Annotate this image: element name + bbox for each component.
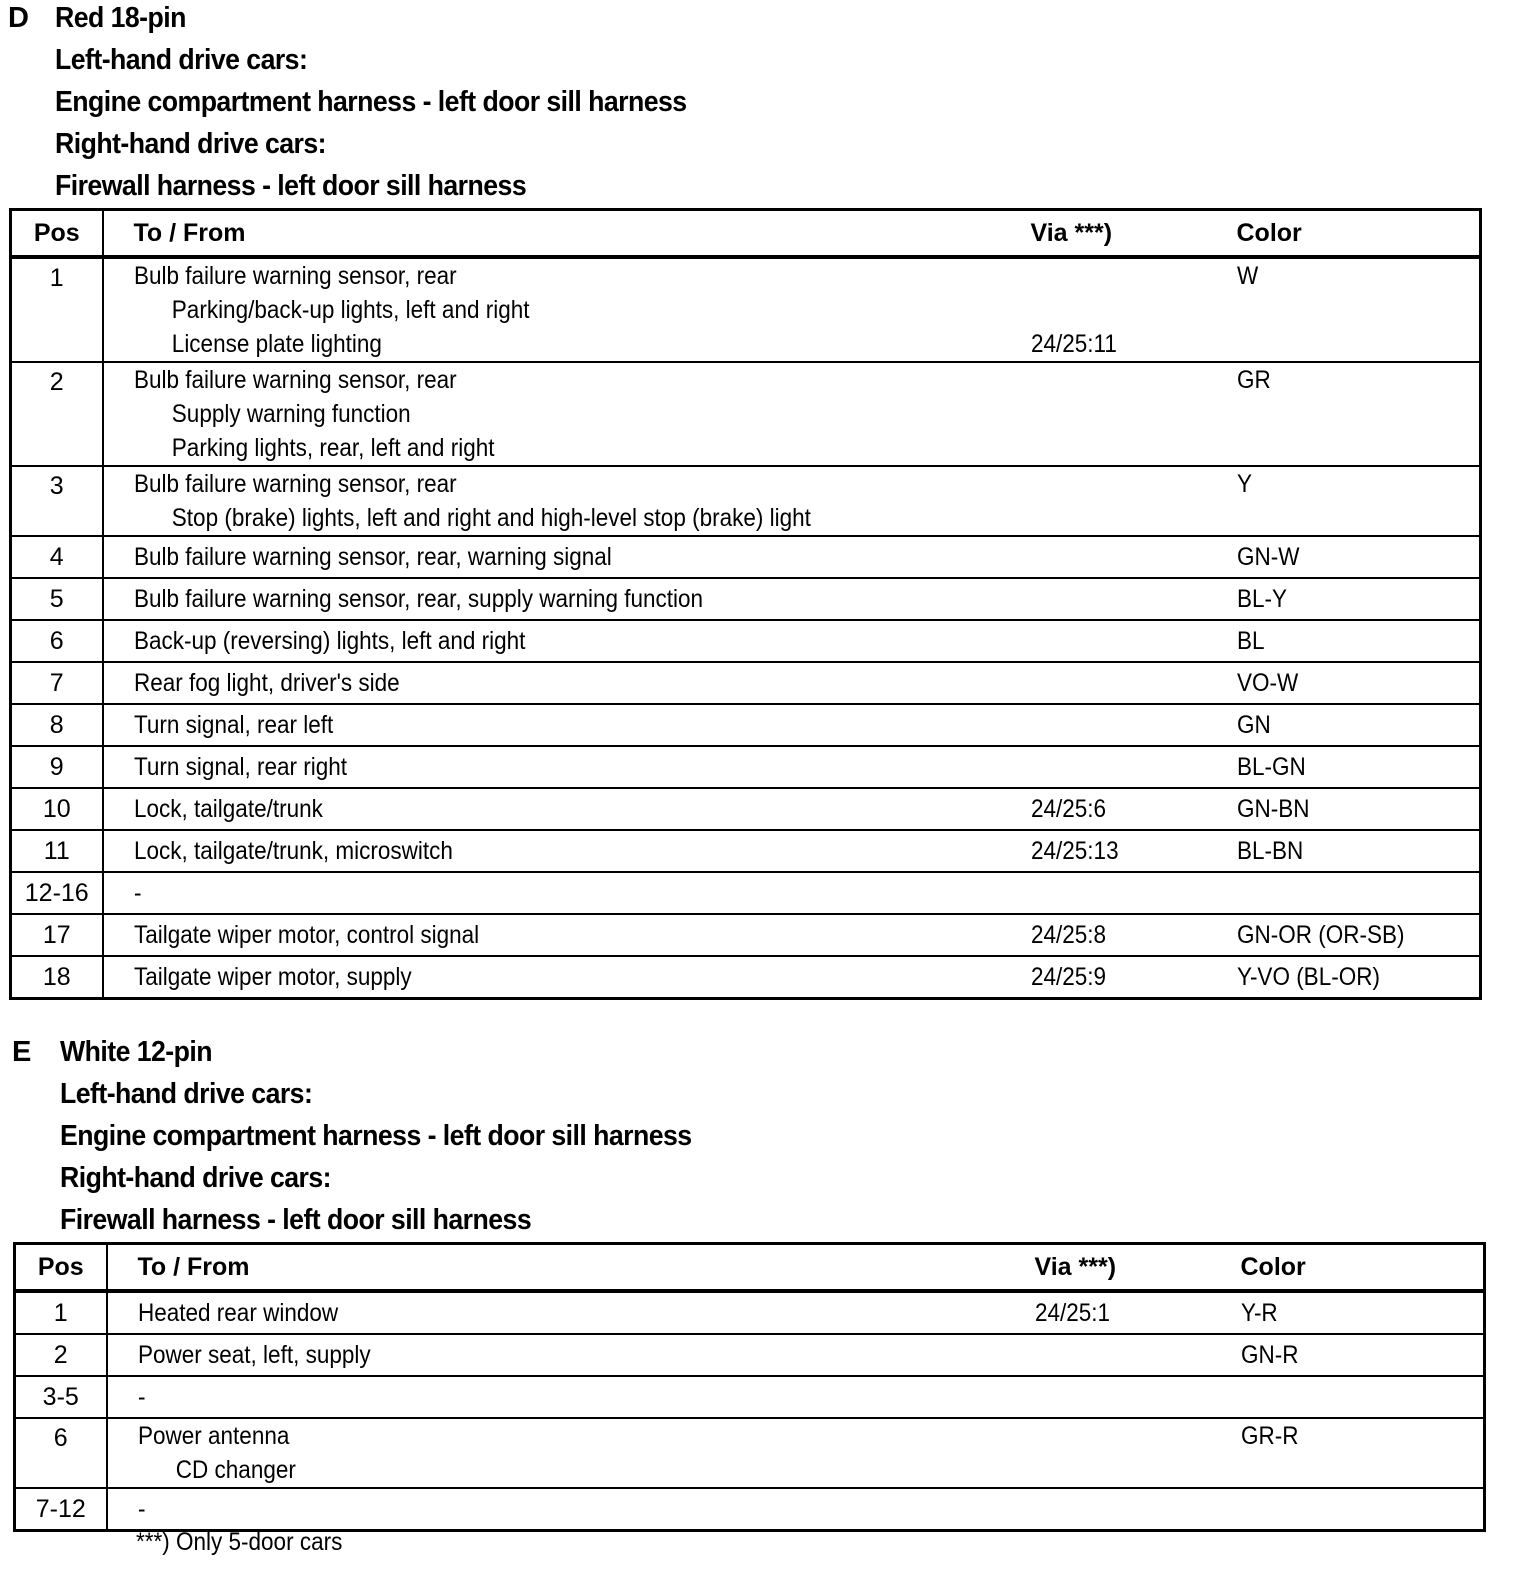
wire-color-code: BL-BN bbox=[1236, 837, 1303, 865]
pin-position bbox=[11, 704, 103, 746]
pin-position-text: 3 bbox=[49, 472, 64, 500]
to-from-cell bbox=[103, 746, 1031, 788]
table-row bbox=[11, 830, 1481, 872]
table-row bbox=[11, 872, 1481, 914]
via-cell bbox=[1031, 362, 1237, 466]
to-from-cell bbox=[103, 956, 1031, 999]
via-cell bbox=[1031, 257, 1237, 362]
via-cell bbox=[1031, 620, 1237, 662]
wire-color-code: Y-VO (BL-OR) bbox=[1236, 963, 1380, 991]
via-cell bbox=[1031, 578, 1237, 620]
wire-color-cell bbox=[1241, 1418, 1485, 1488]
to-from-cell bbox=[107, 1376, 1035, 1418]
pin-position-text: 2 bbox=[49, 368, 64, 396]
table-row bbox=[11, 914, 1481, 956]
pin-position-text: 4 bbox=[49, 543, 64, 571]
pin-position-text: 7-12 bbox=[35, 1495, 86, 1523]
pin-position-text: 5 bbox=[49, 585, 64, 613]
via-text: 24/25:13 bbox=[1030, 837, 1119, 865]
col-header-to-from: To / From bbox=[107, 1244, 1035, 1292]
table-row bbox=[11, 956, 1481, 999]
col-header-pos: Pos bbox=[15, 1244, 107, 1292]
via-text: 24/25:1 bbox=[1034, 1299, 1110, 1327]
to-from-text: - bbox=[133, 879, 141, 907]
table-header-row bbox=[11, 210, 1481, 258]
to-from-text: Tailgate wiper motor, control signal bbox=[133, 921, 479, 949]
table-row bbox=[15, 1334, 1485, 1376]
to-from-text: Rear fog light, driver's side bbox=[133, 669, 400, 697]
pin-position bbox=[11, 362, 103, 466]
to-from-subitem: License plate lighting bbox=[171, 330, 382, 358]
to-from-cell bbox=[103, 788, 1031, 830]
to-from-text: Bulb failure warning sensor, rear bbox=[133, 470, 457, 498]
col-header-via: Via ***) bbox=[1035, 1244, 1241, 1292]
via-cell bbox=[1031, 704, 1237, 746]
heading-line-rhd: Right-hand drive cars: bbox=[60, 1162, 332, 1194]
wire-color-code: VO-W bbox=[1236, 669, 1298, 697]
to-from-text: Turn signal, rear left bbox=[133, 711, 333, 739]
pin-position bbox=[15, 1488, 107, 1531]
wire-color-cell bbox=[1237, 704, 1481, 746]
wire-color-cell bbox=[1237, 746, 1481, 788]
pin-table-d bbox=[9, 208, 1482, 1000]
to-from-subitem: CD changer bbox=[175, 1456, 296, 1484]
to-from-cell bbox=[103, 536, 1031, 578]
table-row bbox=[15, 1488, 1485, 1531]
heading-line-lhd-harness: Engine compartment harness - left door sill harness bbox=[55, 86, 687, 118]
to-from-text: Power seat, left, supply bbox=[137, 1341, 371, 1369]
table-row bbox=[11, 746, 1481, 788]
via-cell bbox=[1031, 746, 1237, 788]
pin-position-text: 3-5 bbox=[42, 1383, 79, 1411]
to-from-text: Tailgate wiper motor, supply bbox=[133, 963, 412, 991]
via-cell bbox=[1031, 914, 1237, 956]
pin-position-text: 10 bbox=[42, 795, 71, 823]
to-from-cell bbox=[103, 662, 1031, 704]
col-header-to-from: To / From bbox=[103, 210, 1031, 258]
via-cell bbox=[1031, 788, 1237, 830]
to-from-cell bbox=[107, 1291, 1035, 1334]
pin-position-text: 6 bbox=[49, 627, 64, 655]
wire-color-code: BL-GN bbox=[1236, 753, 1306, 781]
wire-color-cell bbox=[1237, 956, 1481, 999]
pin-position-text: 8 bbox=[49, 711, 64, 739]
connector-section-e bbox=[0, 1034, 1520, 1523]
connector-title: White 12-pin bbox=[60, 1036, 212, 1068]
wire-color-code: Y bbox=[1236, 470, 1252, 498]
to-from-text: Bulb failure warning sensor, rear bbox=[133, 262, 457, 290]
wire-color-cell bbox=[1237, 620, 1481, 662]
to-from-cell bbox=[103, 257, 1031, 362]
to-from-cell bbox=[103, 362, 1031, 466]
table-row bbox=[15, 1291, 1485, 1334]
wire-color-code: BL-Y bbox=[1236, 585, 1287, 613]
pin-position bbox=[11, 662, 103, 704]
table-row bbox=[11, 662, 1481, 704]
connector-title: Red 18-pin bbox=[55, 2, 186, 34]
pin-position bbox=[15, 1334, 107, 1376]
to-from-cell bbox=[103, 914, 1031, 956]
wire-color-code: W bbox=[1236, 262, 1258, 290]
section-heading bbox=[0, 1034, 1520, 1239]
pin-position bbox=[11, 956, 103, 999]
heading-line-lhd: Left-hand drive cars: bbox=[60, 1078, 313, 1110]
to-from-cell bbox=[107, 1334, 1035, 1376]
via-cell bbox=[1031, 830, 1237, 872]
pin-position-text: 17 bbox=[42, 921, 71, 949]
pin-position bbox=[11, 914, 103, 956]
via-cell bbox=[1031, 466, 1237, 536]
pin-position bbox=[15, 1418, 107, 1488]
table-row bbox=[11, 362, 1481, 466]
table-row bbox=[15, 1418, 1485, 1488]
pin-position-text: 18 bbox=[42, 963, 71, 991]
col-header-color: Color bbox=[1241, 1244, 1485, 1292]
table-row bbox=[11, 620, 1481, 662]
wire-color-code: BL bbox=[1236, 627, 1265, 655]
via-cell bbox=[1035, 1418, 1241, 1488]
pin-position-text: 12-16 bbox=[24, 879, 89, 907]
table-row bbox=[11, 257, 1481, 362]
to-from-subitem: Parking/back-up lights, left and right bbox=[171, 296, 529, 324]
to-from-cell bbox=[103, 466, 1031, 536]
via-cell bbox=[1031, 662, 1237, 704]
via-cell bbox=[1035, 1376, 1241, 1418]
via-text: 24/25:6 bbox=[1030, 795, 1106, 823]
wire-color-code: GR-R bbox=[1240, 1422, 1299, 1450]
pin-position-text: 6 bbox=[53, 1424, 68, 1452]
wire-color-cell bbox=[1237, 362, 1481, 466]
to-from-cell bbox=[107, 1488, 1035, 1531]
to-from-text: Power antenna bbox=[137, 1422, 289, 1450]
wire-color-cell bbox=[1237, 830, 1481, 872]
table-row bbox=[11, 704, 1481, 746]
section-letter: D bbox=[8, 2, 29, 34]
to-from-cell bbox=[103, 872, 1031, 914]
pin-position-text: 7 bbox=[49, 669, 64, 697]
pin-position bbox=[11, 788, 103, 830]
via-cell bbox=[1031, 956, 1237, 999]
wire-color-cell bbox=[1241, 1334, 1485, 1376]
wire-color-code: GR bbox=[1236, 366, 1271, 394]
pin-position bbox=[11, 872, 103, 914]
spacer bbox=[1031, 259, 1216, 293]
via-text: 24/25:8 bbox=[1030, 921, 1106, 949]
pin-position bbox=[11, 746, 103, 788]
to-from-text: Turn signal, rear right bbox=[133, 753, 347, 781]
via-cell bbox=[1035, 1334, 1241, 1376]
to-from-subitem: Stop (brake) lights, left and right and high-level stop (brake) light bbox=[171, 504, 811, 532]
table-header-row bbox=[15, 1244, 1485, 1292]
to-from-text: Back-up (reversing) lights, left and right bbox=[133, 627, 525, 655]
pin-position bbox=[11, 578, 103, 620]
via-cell bbox=[1035, 1291, 1241, 1334]
wire-color-code: Y-R bbox=[1240, 1299, 1278, 1327]
wire-color-cell bbox=[1237, 466, 1481, 536]
pin-position bbox=[11, 466, 103, 536]
pin-position bbox=[11, 830, 103, 872]
via-cell bbox=[1031, 536, 1237, 578]
to-from-cell bbox=[103, 578, 1031, 620]
via-cell bbox=[1031, 872, 1237, 914]
table-row bbox=[11, 466, 1481, 536]
to-from-text: Lock, tailgate/trunk bbox=[133, 795, 323, 823]
to-from-text: Bulb failure warning sensor, rear, supply warning function bbox=[133, 585, 703, 613]
wire-color-cell bbox=[1237, 578, 1481, 620]
to-from-text: Heated rear window bbox=[137, 1299, 338, 1327]
col-header-via: Via ***) bbox=[1031, 210, 1237, 258]
col-header-color: Color bbox=[1237, 210, 1481, 258]
wire-color-cell bbox=[1241, 1376, 1485, 1418]
pin-position bbox=[11, 536, 103, 578]
heading-line-rhd: Right-hand drive cars: bbox=[55, 128, 327, 160]
table-row bbox=[11, 788, 1481, 830]
to-from-cell bbox=[103, 620, 1031, 662]
wire-color-code: GN-OR (OR-SB) bbox=[1236, 921, 1404, 949]
to-from-text: Bulb failure warning sensor, rear, warning signal bbox=[133, 543, 612, 571]
wire-color-cell bbox=[1237, 662, 1481, 704]
wire-color-cell bbox=[1241, 1488, 1485, 1531]
wire-color-cell bbox=[1237, 788, 1481, 830]
to-from-subitem: Parking lights, rear, left and right bbox=[171, 434, 494, 462]
heading-line-lhd: Left-hand drive cars: bbox=[55, 44, 308, 76]
pin-position-text: 11 bbox=[43, 837, 70, 865]
to-from-cell bbox=[103, 704, 1031, 746]
col-header-pos: Pos bbox=[11, 210, 103, 258]
wire-color-code: GN bbox=[1236, 711, 1271, 739]
wire-color-code: GN-W bbox=[1236, 543, 1299, 571]
wire-color-cell bbox=[1241, 1291, 1485, 1334]
pin-table-e bbox=[13, 1242, 1486, 1532]
wire-color-cell bbox=[1237, 872, 1481, 914]
wire-color-cell bbox=[1237, 257, 1481, 362]
table-row bbox=[11, 536, 1481, 578]
spacer bbox=[1031, 293, 1216, 327]
via-cell bbox=[1035, 1488, 1241, 1531]
wire-color-cell bbox=[1237, 914, 1481, 956]
to-from-subitem: Supply warning function bbox=[171, 400, 411, 428]
to-from-cell bbox=[107, 1418, 1035, 1488]
section-letter: E bbox=[12, 1036, 31, 1068]
wire-color-code: GN-BN bbox=[1236, 795, 1310, 823]
wire-color-code: GN-R bbox=[1240, 1341, 1299, 1369]
pin-position-text: 9 bbox=[49, 753, 64, 781]
table-row bbox=[11, 578, 1481, 620]
pin-position-text: 2 bbox=[53, 1341, 68, 1369]
pin-position bbox=[15, 1291, 107, 1334]
via-text: 24/25:11 bbox=[1030, 330, 1117, 358]
pin-position bbox=[11, 257, 103, 362]
pin-position bbox=[11, 620, 103, 662]
heading-line-rhd-harness: Firewall harness - left door sill harness bbox=[55, 170, 527, 202]
to-from-text: - bbox=[137, 1383, 145, 1411]
heading-line-lhd-harness: Engine compartment harness - left door sill harness bbox=[60, 1120, 692, 1152]
to-from-text: Bulb failure warning sensor, rear bbox=[133, 366, 457, 394]
to-from-cell bbox=[103, 830, 1031, 872]
table-row bbox=[15, 1376, 1485, 1418]
pin-position-text: 1 bbox=[49, 264, 64, 292]
pin-position-text: 1 bbox=[53, 1299, 68, 1327]
to-from-text: Lock, tailgate/trunk, microswitch bbox=[133, 837, 453, 865]
pin-position bbox=[15, 1376, 107, 1418]
via-text: 24/25:9 bbox=[1030, 963, 1106, 991]
heading-line-rhd-harness: Firewall harness - left door sill harness bbox=[60, 1204, 532, 1236]
to-from-text: - bbox=[137, 1495, 145, 1523]
section-heading bbox=[0, 0, 1520, 205]
footnote: ***) Only 5-door cars bbox=[136, 1528, 343, 1556]
wire-color-cell bbox=[1237, 536, 1481, 578]
